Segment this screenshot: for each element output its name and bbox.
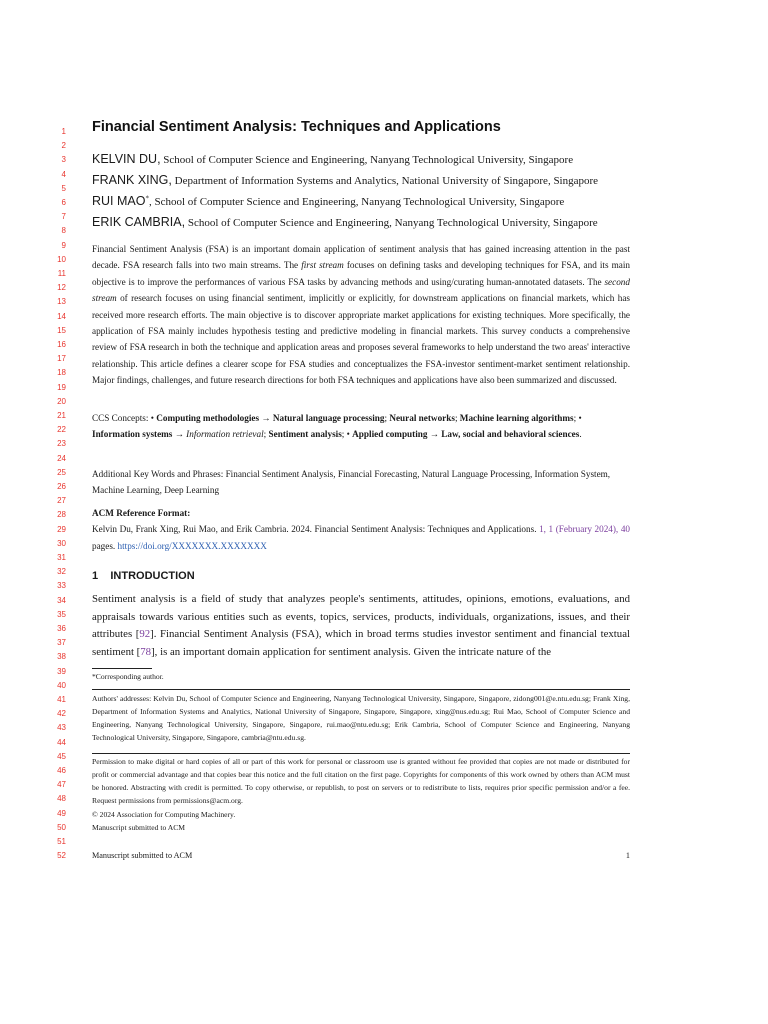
line-number: 7 <box>61 212 66 222</box>
line-number: 15 <box>57 325 66 335</box>
acm-reference-pages[interactable]: 40 <box>620 524 630 535</box>
ccs-sep: ; <box>263 429 269 440</box>
line-number: 39 <box>57 666 66 676</box>
line-number: 4 <box>61 169 66 179</box>
line-number: 46 <box>57 766 66 775</box>
line-number: 21 <box>57 411 66 420</box>
line-number: 19 <box>57 382 66 392</box>
line-number: 32 <box>57 567 66 577</box>
section-number: 1 <box>92 570 99 582</box>
ccs-sep: → <box>172 429 187 440</box>
abstract-text: Financial Sentiment Analysis (FSA) is an important domain application of sentiment analysis that has gained increasing attention in the past decade. FSA research falls into two main streams. The <box>92 244 630 271</box>
line-number: 10 <box>57 254 66 264</box>
line-number: 52 <box>57 851 66 861</box>
ccs-concept: Information retrieval <box>186 429 264 440</box>
doi-link[interactable]: https://doi.org/XXXXXXX.XXXXXXX <box>117 540 267 551</box>
intro-text: Sentiment analysis is a field of study that analyzes people's sentiments, attitudes, opinions, emotions, evaluations, and appraisals towards various entities such as events, topics, services, products, individuals, organizations, issues, and their attributes [ <box>92 593 630 641</box>
ccs-sep: ; <box>454 413 460 423</box>
abstract-emphasis: first stream <box>301 260 344 271</box>
line-number: 8 <box>61 226 66 236</box>
keywords: Additional Key Words and Phrases: Financial Sentiment Analysis, Financial Forecasting, Natural Language Processing, Information System, Machine Learning, Deep Learning <box>92 469 611 496</box>
authors-addresses: Authors' addresses: Kelvin Du, School of Computer Science and Engineering, Nanyang Technological University, Singapore, Singapore, zidong001@e.ntu.edu.sg; Frank Xing, Department of Information Systems and Analytics, National University of Singapore, Singapore, Singapore, xing@nus.edu.sg; Rui Mao, School of Computer Science and Engineering, Nanyang Technological University, Singapore, Singapore, rui.mao@ntu.edu.sg; Erik Cambria, School of Computer Science and Engineering, Nanyang Technological University, Singapore, Singapore, cambria@ntu.edu.sg. <box>92 694 630 742</box>
line-number: 45 <box>57 751 66 761</box>
line-number: 36 <box>57 624 66 633</box>
line-number: 5 <box>61 183 66 193</box>
intro-text: ], is an important domain application for sentiment analysis. Given the intricate nature of the <box>151 645 552 658</box>
author-affiliation: School of Computer Science and Engineering, Nanyang Technological University, Singapore <box>163 154 574 166</box>
line-number: 44 <box>57 737 66 747</box>
line-number: 20 <box>57 396 66 406</box>
line-number: 38 <box>57 652 66 662</box>
line-number: 22 <box>57 425 66 435</box>
ccs-concept: Neural networks <box>389 413 455 423</box>
line-number: 28 <box>57 510 66 520</box>
intro-text: ]. Financial Sentiment Analysis (FSA), which in broad terms studies investor sentiment and financial textual sentiment [ <box>92 628 630 658</box>
line-number: 49 <box>57 808 66 818</box>
line-number: 9 <box>61 240 66 250</box>
copyright-notice: © 2024 Association for Computing Machinery. <box>92 810 236 819</box>
ccs-concept: Machine learning algorithms <box>459 413 574 423</box>
abstract-text: of research focuses on using financial sentiment, implicitly or explicitly, for downstream applications on financial markets, which has received more research efforts. The main objective is to discover appropriate market applications for existing techniques. More specifically, the application of FSA mainly includes hypothesis testing and predictive modeling in financial markets. This survey conducts a comprehensive review of FSA research in both the technique and application areas and proposes several frameworks to help understand the two areas' interactive relationship. This article defines a clearer scope for FSA studies and conceptualizes the FSA-investor sentiment-market sentiment relationship. Major findings, challenges, and future research directions for both FSA techniques and applications have also been summarized and discussed. <box>92 293 630 386</box>
author-name: FRANK XING, <box>92 173 172 187</box>
abstract-emphasis: second stream <box>92 276 630 304</box>
section-title: INTRODUCTION <box>110 570 195 582</box>
line-number: 23 <box>57 439 66 449</box>
line-number: 50 <box>57 822 66 832</box>
divider <box>92 753 630 754</box>
page-number: 1 <box>625 851 630 860</box>
ccs-sep: ; <box>384 413 390 423</box>
line-number: 37 <box>57 638 66 648</box>
line-number: 27 <box>57 496 66 506</box>
line-number: 14 <box>57 311 66 321</box>
line-number: 24 <box>57 453 66 463</box>
line-number: 47 <box>57 780 66 790</box>
section-heading <box>92 570 195 582</box>
line-number: 48 <box>57 794 66 804</box>
permission-notice: Permission to make digital or hard copies of all or part of this work for personal or classroom use is granted without fee provided that copies are not made or distributed for profit or commercial advantage and that copies bear this notice and the full citation on the first page. Copyrights for components of this work owned by others than ACM must be honored. Abstracting with credit is permitted. To copy otherwise, or republish, to post on servers or to redistribute to lists, requires prior specific permission and/or a fee. Request permissions from permissions@acm.org. <box>92 757 630 805</box>
line-number: 29 <box>57 524 66 534</box>
line-number: 12 <box>57 283 66 293</box>
author-affiliation: School of Computer Science and Engineering, Nanyang Technological University, Singapore <box>187 217 598 229</box>
acm-reference <box>92 505 630 554</box>
acm-reference-heading: ACM Reference Format: <box>92 508 191 518</box>
divider <box>92 689 630 690</box>
line-number: 35 <box>57 609 66 619</box>
line-number: 13 <box>57 297 66 307</box>
corresponding-author-note: *Corresponding author. <box>92 672 164 681</box>
acm-reference-pages-suffix: pages. <box>92 540 118 551</box>
author-line <box>92 173 598 187</box>
ccs-concept: Applied computing → Law, social and behavioral sciences <box>352 429 580 440</box>
ccs-label: CCS Concepts: • <box>92 413 157 423</box>
abstract <box>92 241 630 389</box>
author-line <box>92 215 598 229</box>
line-number: 18 <box>57 368 66 378</box>
line-number: 17 <box>57 354 66 364</box>
author-line <box>92 152 573 166</box>
line-number: 6 <box>61 198 66 207</box>
author-line <box>92 194 564 208</box>
author-name: KELVIN DU, <box>92 152 161 166</box>
line-number: 34 <box>57 595 66 605</box>
ccs-sep: ; • <box>573 413 582 423</box>
line-number: 1 <box>61 127 66 136</box>
ccs-concepts <box>92 410 630 443</box>
line-number: 33 <box>57 581 66 591</box>
ccs-sep: ; • <box>341 429 353 440</box>
corresponding-mark: * <box>145 194 149 203</box>
manuscript-note: Manuscript submitted to ACM <box>92 823 186 832</box>
paper-title: Financial Sentiment Analysis: Techniques and Applications <box>92 119 501 135</box>
footnote-rule <box>92 668 152 669</box>
ccs-concept: Information systems <box>92 429 173 440</box>
acm-reference-body: Kelvin Du, Frank Xing, Rui Mao, and Erik Cambria. 2024. Financial Sentiment Analysis: Techniques and Applications. <box>92 524 540 535</box>
acm-reference-text <box>92 521 630 554</box>
ccs-concept: Sentiment analysis <box>268 429 342 440</box>
line-number: 16 <box>57 340 66 349</box>
line-number: 51 <box>57 837 66 846</box>
page-footer-left: Manuscript submitted to ACM <box>92 851 193 860</box>
author-name: ERIK CAMBRIA, <box>92 215 186 229</box>
acm-reference-volume[interactable]: 1, 1 (February 2024), <box>539 524 621 535</box>
line-number: 26 <box>57 482 66 491</box>
line-number: 25 <box>57 467 66 477</box>
ccs-concept: Computing methodologies → Natural language processing <box>156 413 385 423</box>
line-number: 41 <box>57 695 66 704</box>
author-affiliation: Department of Information Systems and Analytics, National University of Singapore, Singapore <box>174 175 599 187</box>
author-affiliation: , School of Computer Science and Engineering, Nanyang Technological University, Singapore <box>148 196 565 208</box>
intro-paragraph <box>92 591 630 661</box>
line-number: 11 <box>57 269 66 278</box>
line-number: 42 <box>57 709 66 719</box>
line-number: 30 <box>57 538 66 548</box>
citation-link[interactable]: 78 <box>140 645 152 658</box>
line-number: 31 <box>57 553 66 562</box>
line-number: 2 <box>61 141 66 151</box>
line-number: 43 <box>57 723 66 733</box>
line-number: 40 <box>57 680 66 690</box>
citation-link[interactable]: 92 <box>139 628 151 641</box>
line-number: 3 <box>61 155 66 165</box>
ccs-sep: . <box>579 429 582 440</box>
author-name: RUI MAO <box>92 194 146 208</box>
abstract-text: focuses on defining tasks and developing techniques for FSA, and its main objective is to improve the performances of various FSA tasks by advancing methods and using/curating human-annotated datasets. The <box>92 260 631 287</box>
